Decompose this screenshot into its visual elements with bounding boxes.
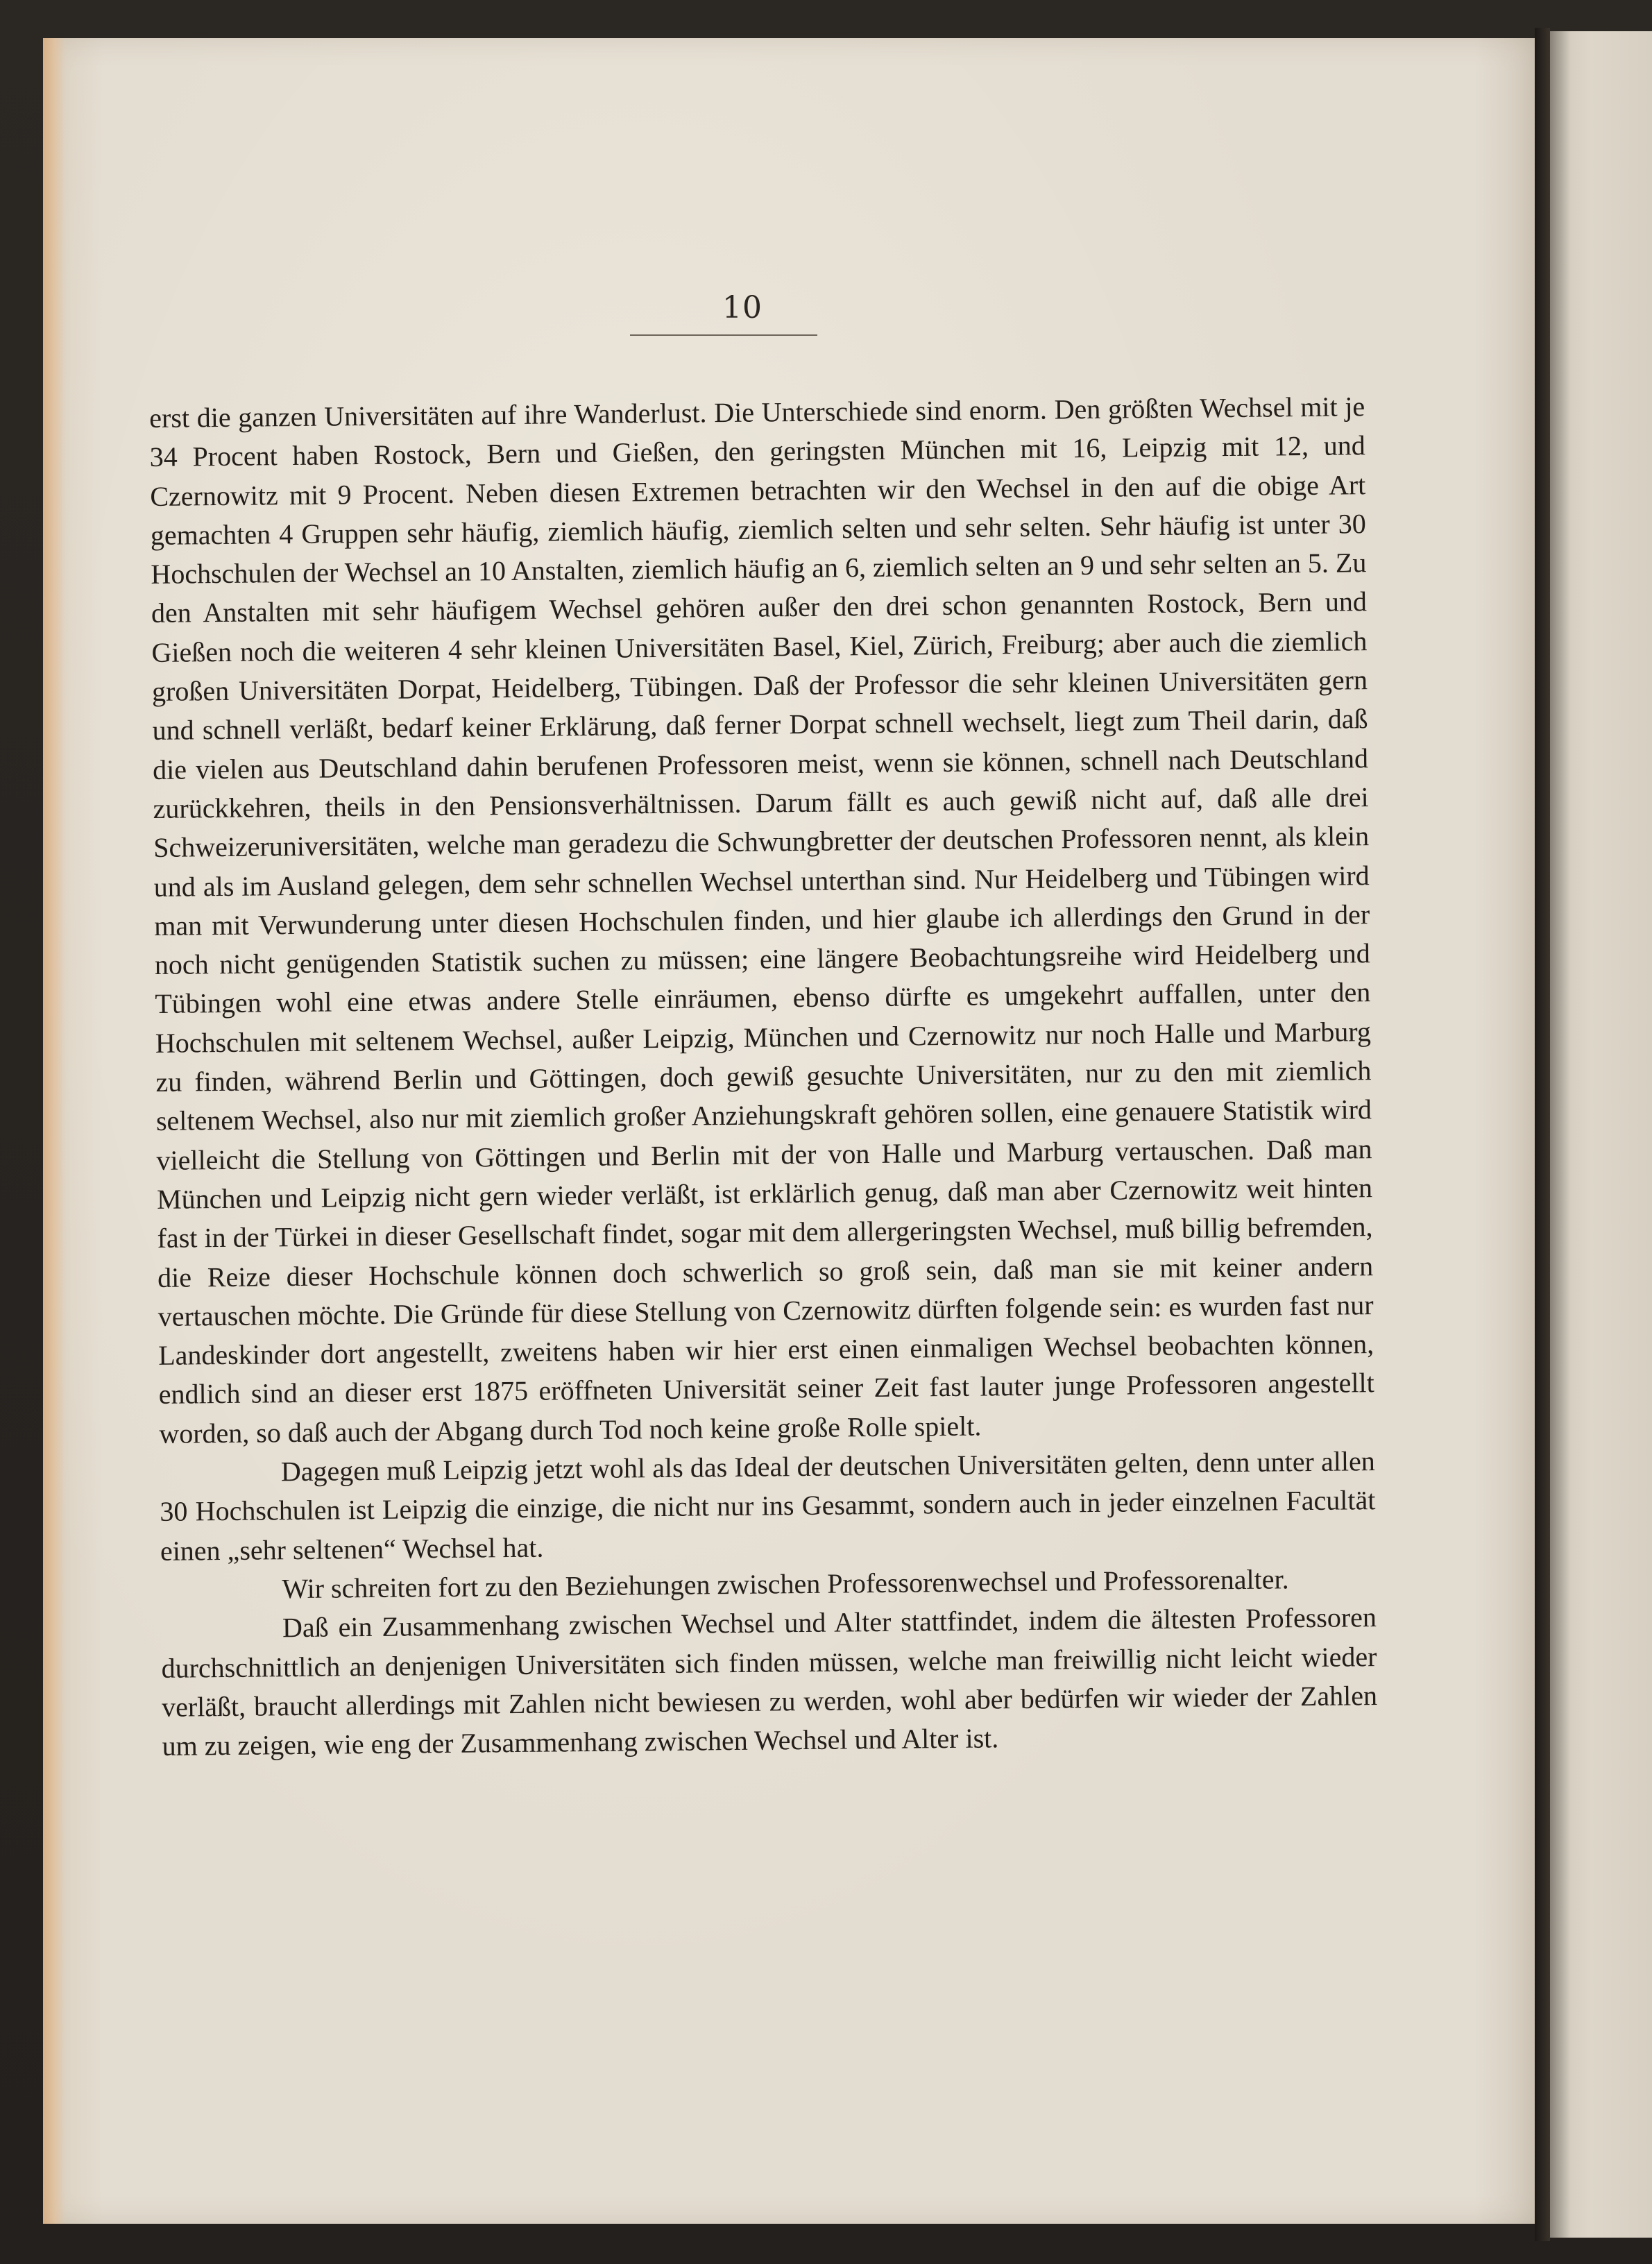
body-text	[149, 387, 1378, 1766]
page-edge-foxing	[43, 38, 65, 2224]
page-number: 10	[722, 290, 763, 325]
paragraph-2: Dagegen muß Leipzig jetzt wohl als das Ideal der deutschen Universitäten gelten, denn unter allen 30 Hochschulen ist Leipzig die einzige, die nicht nur ins Gesammt, sondern auch in jeder einzelnen Facultät einen „sehr seltenen“ Wechsel hat.	[160, 1445, 1376, 1567]
header-rule	[630, 334, 817, 336]
facing-page-shadow	[1550, 31, 1571, 2238]
paragraph-3: Wir schreiten fort zu den Beziehungen zwischen Professorenwechsel und Professorenalter.	[282, 1563, 1289, 1605]
book-gutter	[1535, 28, 1550, 2241]
paragraph-4: Daß ein Zusammenhang zwischen Wechsel und Alter stattfindet, indem die ältesten Professoren durchschnittlich an denjenigen Universitäten sich finden müssen, welche man freiwillig nicht leicht wieder verläßt, braucht allerdings mit Zahlen nicht bewiesen zu werden, wohl aber bedürfen wir wieder der Zahlen um zu zeigen, wie eng der Zusammenhang zwischen Wechsel und Alter ist.	[161, 1601, 1378, 1762]
paragraph-1: erst die ganzen Universitäten auf ihre Wanderlust. Die Unterschiede sind enorm. Den größten Wechsel mit je 34 Procent haben Rostock, Bern und Gießen, den geringsten München mit 16, Leipzig mit 12, und Czernowitz mit 9 Procent. Neben diesen Extremen betrachten wir den Wechsel in den auf die obige Art gemachten 4 Gruppen sehr häufig, ziemlich häufig, ziemlich selten und sehr selten. Sehr häufig ist unter 30 Hochschulen der Wechsel an 10 Anstalten, ziemlich häufig an 6, ziemlich selten an 9 und sehr selten an 5. Zu den Anstalten mit sehr häufigem Wechsel gehören außer den drei schon genannten Rostock, Bern und Gießen noch die weiteren 4 sehr kleinen Universitäten Basel, Kiel, Zürich, Freiburg; aber auch die ziemlich großen Universitäten Dorpat, Heidelberg, Tübingen. Daß der Professor die sehr kleinen Universitäten gern und schnell verläßt, bedarf keiner Erklärung, daß ferner Dorpat schnell wechselt, liegt zum Theil darin, daß die vielen aus Deutschland dahin berufenen Professoren meist, wenn sie können, schnell nach Deutschland zurückkehren, theils in den Pensionsverhältnissen. Darum fällt es auch gewiß nicht auf, daß alle drei Schweizeruniversitäten, welche man geradezu die Schwungbretter der deutschen Professoren nennt, als klein und als im Ausland gelegen, dem sehr schnellen Wechsel unterthan sind. Nur Heidelberg und Tübingen wird man mit Verwunderung unter diesen Hochschulen finden, und hier glaube ich allerdings den Grund in der noch nicht genügenden Statistik suchen zu müssen; eine längere Beobachtungsreihe wird Heidelberg und Tübingen wohl eine etwas andere Stelle einräumen, ebenso dürfte es umgekehrt auffallen, unter den Hochschulen mit seltenem Wechsel, außer Leipzig, München und Czernowitz nur noch Halle und Marburg zu finden, während Berlin und Göttingen, doch gewiß gesuchte Universitäten, nur zu den mit ziemlich seltenem Wechsel, also nur mit ziemlich großer Anziehungskraft gehören sollen, eine genauere Statistik wird vielleicht die Stellung von Göttingen und Berlin mit der von Halle und Marburg vertauschen. Daß man München und Leipzig nicht gern wieder verläßt, ist erklärlich genug, daß man aber Czernowitz weit hinten fast in der Türkei in dieser Gesellschaft findet, sogar mit dem allergeringsten Wechsel, muß billig befremden, die Reize dieser Hochschule können doch schwerlich so groß sein, daß man sie mit keiner andern vertauschen möchte. Die Gründe für diese Stellung von Czernowitz dürften folgende sein: es wurden fast nur Landeskinder dort angestellt, zweitens haben wir hier erst einen einmaligen Wechsel beobachten können, endlich sind an dieser erst 1875 eröffneten Universität seiner Zeit fast lauter junge Professoren angestellt worden, so daß auch der Abgang durch Tod noch keine große Rolle spielt.	[149, 391, 1374, 1449]
